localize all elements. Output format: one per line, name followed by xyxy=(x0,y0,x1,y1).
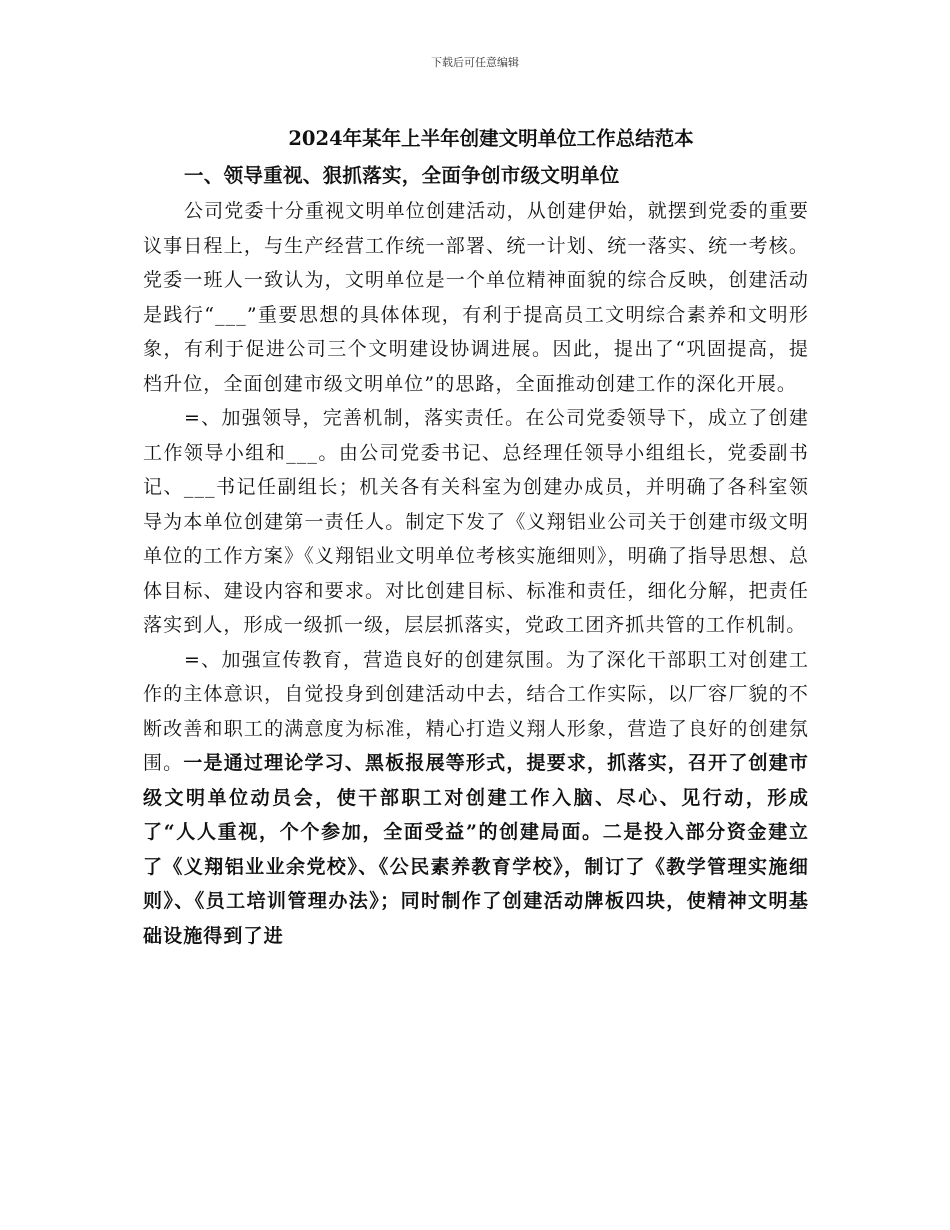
document-title: 2024年某年上半年创建文明单位工作总结范本 xyxy=(288,127,694,150)
document-body xyxy=(143,120,809,953)
header-note: 下载后可任意编辑 xyxy=(431,56,519,69)
paragraph-1: 公司党委十分重视文明单位创建活动，从创建伊始，就摆到党委的重要议事日程上，与生产经营工作统一部署、统一计划、统一落实、统一考核。党委一班人一致认为，文明单位是一个单位精神面貌的综合反映，创建活动是践行“___”重要思想的具体体现，有利于提高员工文明综合素养和文明形象，有利于促进公司三个文明建设协调进展。因此，提出了“巩固提高，提档升位，全面创建市级文明单位”的思路，全面推动创建工作的深化开展。 xyxy=(143,200,809,395)
paragraph-3-bold-text: 一是通过理论学习、黑板报展等形式，提要求，抓落实，召开了创建市级文明单位动员会，使干部职工对创建工作入脑、尽心、见行动，形成了“人人重视，个个参加，全面受益”的创建局面。二是投入部分资金建立了《义翔铝业业余党校》、《公民素养教育学校》，制订了《教学管理实施细则》、《员工培训管理办法》；同时制作了创建活动牌板四块，使精神文明基础设施得到了进 xyxy=(143,752,809,947)
paragraph-3 xyxy=(143,643,809,954)
paragraph-2: =、加强领导，完善机制，落实责任。在公司党委领导下，成立了创建工作领导小组和___。由公司党委书记、总经理任领导小组组长，党委副书记、___书记任副组长；机关各有关科室为创建办成员，并明确了各科室领导为本单位创建第一责任人。制定下发了《义翔铝业公司关于创建市级文明单位的工作方案》《义翔铝业文明单位考核实施细则》，明确了指导思想、总体目标、建设内容和要求。对比创建目标、标准和责任，细化分解，把责任落实到人，形成一级抓一级，层层抓落实，党政工团齐抓共管的工作机制。 xyxy=(143,407,809,636)
section-heading: 一、领导重视、狠抓落实，全面争创市级文明单位 xyxy=(184,164,620,187)
paragraph-3-normal-text: =、加强宣传教育，营造良好的创建氛围。为了深化干部职工对创建工作的主体意识，自觉投身到创建活动中去，结合工作实际，以厂容厂貌的不断改善和职工的满意度为标准，精心打造义翔人形象，营造了良好的创建氛围。 xyxy=(143,648,809,774)
